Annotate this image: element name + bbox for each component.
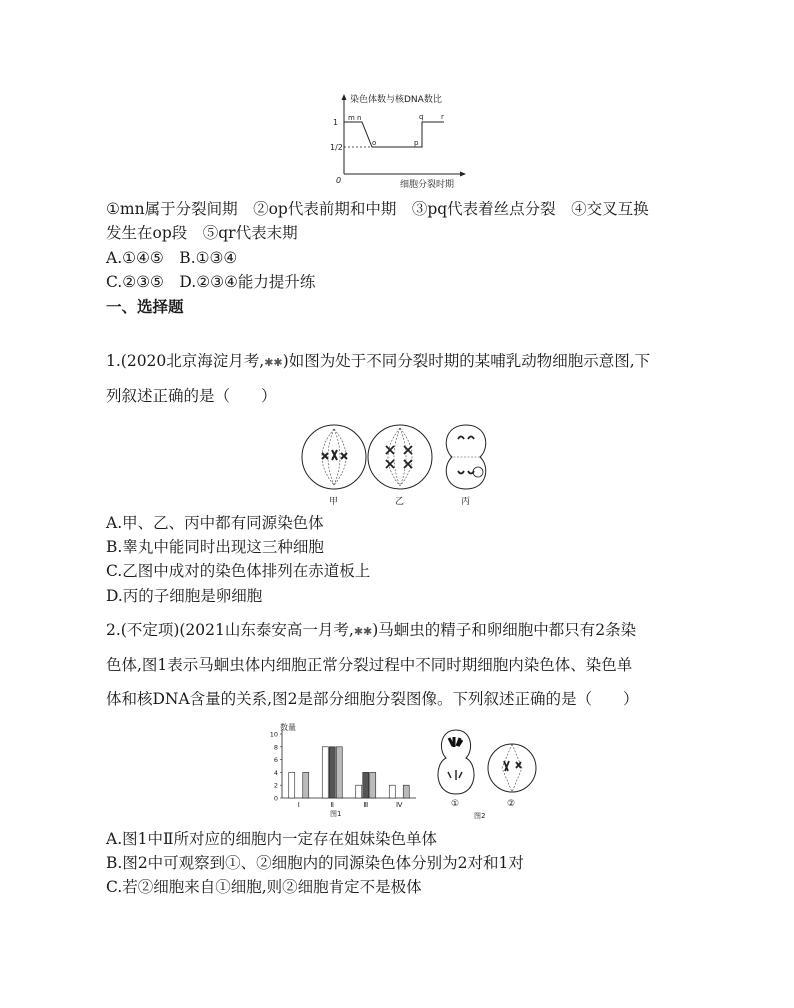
y-tick-1: 1	[333, 118, 339, 127]
section-title: 一、选择题	[106, 297, 184, 316]
q2-stem-line-1	[106, 620, 636, 642]
q2-stem-text: )马蛔虫的精子和卵细胞中都只有2条染	[372, 621, 637, 639]
figure-label-yi: 乙	[395, 497, 405, 507]
chart-bar	[403, 785, 409, 798]
q1-option-d: D.丙的子细胞是卵细胞	[106, 587, 263, 605]
chart-y-tick-label: 10	[269, 730, 278, 739]
q2-option-a: A.图1中Ⅱ所对应的细胞内一定存在姐妹染色单体	[106, 830, 438, 848]
difficulty-star-icon: ✱✱	[264, 356, 283, 369]
chart-bar	[363, 772, 369, 798]
origin-label: 0	[336, 176, 342, 185]
q2-stem-line-2: 色体,图1表示马蛔虫体内细胞正常分裂过程中不同时期细胞内染色体、染色单	[106, 656, 633, 674]
point-label-r: r	[441, 113, 444, 121]
chart-bar	[329, 747, 335, 798]
difficulty-star-icon: ✱✱	[353, 625, 373, 638]
figure-label-bing: 丙	[461, 497, 471, 507]
cell-label-1: ①	[451, 799, 460, 809]
q1-stem-text: )如图为处于不同分裂时期的某哺乳动物细胞示意图,下	[282, 352, 651, 370]
chart-y-tick-label: 0	[273, 794, 278, 803]
q1-option-b: B.睾丸中能同时出现这三种细胞	[106, 538, 324, 556]
chart-y-tick-label: 8	[273, 743, 278, 752]
chart-y-label: 数量	[280, 723, 296, 732]
chart-y-tick-label: 6	[273, 756, 278, 765]
chart-category-label: Ⅳ	[396, 801, 403, 809]
cell-1	[438, 730, 474, 794]
cell-bing	[446, 425, 486, 489]
figure1-bar-chart	[258, 720, 418, 820]
q1-option-a: A.甲、乙、丙中都有同源染色体	[106, 514, 324, 532]
q2-option-c: C.若②细胞来自①细胞,则②细胞肯定不是极体	[106, 878, 422, 896]
chart-category-label: Ⅱ	[330, 801, 334, 809]
graph1-x-axis-label: 细胞分裂时期	[400, 180, 455, 190]
q1-stem-source: 1.(2020北京海淀月考,	[106, 352, 265, 370]
cell-jia	[302, 425, 366, 489]
point-label-mn: m n	[348, 114, 362, 122]
chart-bar	[336, 747, 342, 798]
chart-y-tick-label: 4	[273, 768, 278, 777]
q2-stem-line-3: 体和核DNA含量的关系,图2是部分细胞分裂图像。下列叙述正确的是（ ）	[106, 690, 639, 708]
chart-y-tick-label: 2	[273, 781, 278, 790]
graph1-y-axis-label: 染色体数与核DNA数比	[350, 95, 442, 105]
point-label-o: o	[372, 139, 377, 147]
y-tick-half: 1/2	[330, 143, 343, 152]
cell-yi	[368, 425, 432, 489]
figure2-caption: 图2	[474, 812, 486, 820]
cell-division-figure	[300, 422, 500, 510]
statements-line-1: ①mn属于分裂间期 ②op代表前期和中期 ③pq代表着丝点分裂 ④交叉互换	[106, 200, 649, 218]
point-label-p: p	[414, 139, 419, 147]
chart-caption: 图1	[330, 810, 342, 818]
q1-option-c: C.乙图中成对的染色体排列在赤道板上	[106, 562, 371, 580]
chart-bar	[303, 772, 309, 798]
chart-category-label: Ⅰ	[297, 801, 300, 809]
cell-2	[488, 744, 536, 792]
cell-label-2: ②	[507, 799, 516, 809]
options-line-2: C.②③⑤ D.②③④能力提升练	[106, 273, 316, 291]
statements-line-2: 发生在op段 ⑤qr代表末期	[106, 224, 298, 242]
chart-bar	[370, 772, 376, 798]
chart-category-label: Ⅲ	[363, 801, 369, 809]
chart-bar	[356, 785, 362, 798]
chart-bar	[389, 785, 395, 798]
point-label-q: q	[419, 113, 424, 121]
q1-stem-line-1	[106, 351, 650, 373]
options-line-1: A.①④⑤ B.①③④	[106, 249, 238, 267]
chart-bar	[289, 772, 295, 798]
q2-stem-source: 2.(不定项)(2021山东泰安高一月考,	[106, 621, 354, 639]
q2-option-b: B.图2中可观察到①、②细胞内的同源染色体分别为2对和1对	[106, 854, 524, 872]
figure2-cell-images	[432, 728, 542, 820]
figure-label-jia: 甲	[329, 497, 339, 507]
q1-stem-line-2: 列叙述正确的是（ ）	[106, 387, 277, 405]
chart-bar	[322, 747, 328, 798]
